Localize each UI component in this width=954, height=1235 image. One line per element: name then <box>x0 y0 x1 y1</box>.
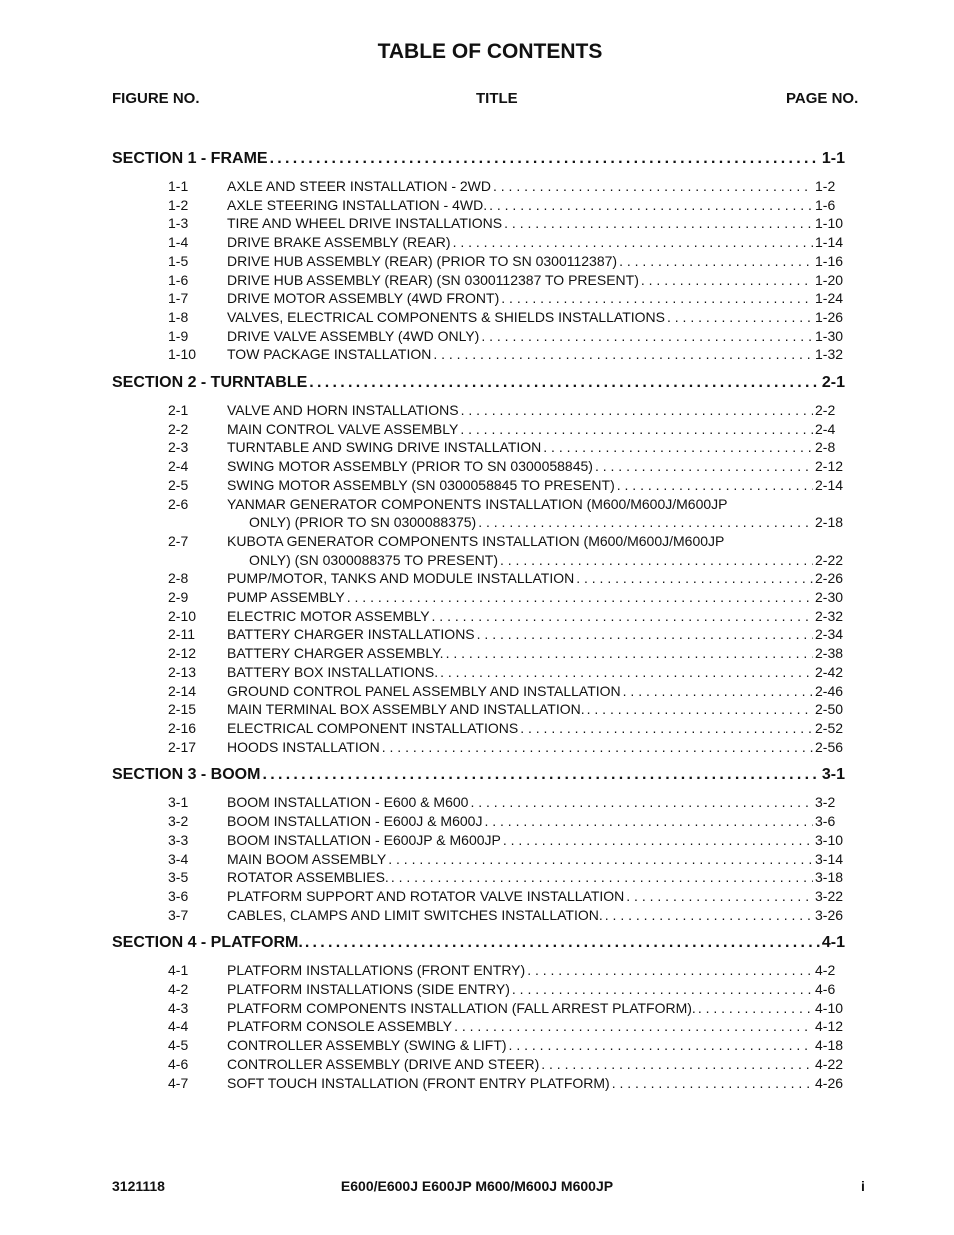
figure-number: 1-5 <box>168 252 189 269</box>
dot-leader <box>460 420 813 439</box>
dot-leader <box>470 793 813 812</box>
toc-entry[interactable] <box>112 438 845 457</box>
entry-page-number: 1-2 <box>815 178 836 194</box>
toc-entry[interactable] <box>112 663 845 682</box>
figure-number: 2-8 <box>168 570 189 587</box>
toc-entry[interactable] <box>112 588 845 607</box>
toc-entry[interactable] <box>112 345 845 364</box>
dot-leader <box>501 289 813 308</box>
toc-entry[interactable] <box>112 719 845 738</box>
dot-leader <box>309 374 820 392</box>
toc-entry[interactable] <box>112 532 845 569</box>
figure-number: 4-4 <box>168 1018 189 1035</box>
toc-entry[interactable] <box>112 401 845 420</box>
toc-entry[interactable] <box>112 700 845 719</box>
dot-leader <box>503 831 813 850</box>
dot-leader <box>484 812 813 831</box>
figure-number: 2-16 <box>168 719 197 736</box>
dot-leader <box>500 551 813 570</box>
figure-number: 2-12 <box>168 645 197 662</box>
figure-number: 2-6 <box>168 495 189 512</box>
entry-title: PUMP ASSEMBLY <box>227 589 345 606</box>
toc-section <box>112 150 845 364</box>
entry-title: PLATFORM SUPPORT AND ROTATOR VALVE INSTALLATION <box>227 887 625 904</box>
figure-number: 2-4 <box>168 458 189 475</box>
toc-entry[interactable] <box>112 850 845 869</box>
dot-leader <box>347 588 813 607</box>
entry-page-number: 2-12 <box>815 458 844 475</box>
figure-number: 1-1 <box>168 178 189 194</box>
toc-entry[interactable] <box>112 289 845 308</box>
footer-model-list: E600/E600J E600JP M600/M600J M600JP <box>340 1178 614 1194</box>
toc-section <box>112 934 845 1092</box>
entry-page-number: 3-6 <box>815 813 836 830</box>
footer-page-number: i <box>861 1178 865 1194</box>
figure-number: 2-17 <box>168 738 197 755</box>
entry-page-number: 2-52 <box>815 719 844 736</box>
entry-title: BOOM INSTALLATION - E600 & M600 <box>227 794 469 811</box>
section-title: SECTION 4 - PLATFORM. <box>112 934 303 952</box>
entry-title: CONTROLLER ASSEMBLY (DRIVE AND STEER) <box>227 1055 540 1072</box>
toc-entry[interactable] <box>112 738 845 757</box>
toc-entry[interactable] <box>112 644 845 663</box>
entry-page-number: 2-8 <box>815 439 836 456</box>
dot-leader <box>626 887 813 906</box>
entry-page-number: 2-2 <box>815 402 836 419</box>
figure-number: 3-4 <box>168 850 189 867</box>
entry-page-number: 1-24 <box>815 290 844 307</box>
entry-page-number: 3-22 <box>815 887 844 904</box>
entry-page-number: 2-22 <box>815 551 844 568</box>
column-header-page: PAGE NO. <box>786 90 859 107</box>
entry-page-number: 2-30 <box>815 589 844 606</box>
entry-page-number: 4-10 <box>815 999 844 1016</box>
dot-leader <box>270 150 820 168</box>
dot-leader <box>576 569 813 588</box>
entry-title: VALVES, ELECTRICAL COMPONENTS & SHIELDS INSTALLATIONS <box>227 308 665 325</box>
figure-number: 1-2 <box>168 196 189 213</box>
toc-entry[interactable] <box>112 793 845 812</box>
page-title: TABLE OF CONTENTS <box>377 40 603 63</box>
entry-page-number: 1-32 <box>815 346 844 363</box>
entry-page-number: 2-34 <box>815 626 844 643</box>
toc-entry[interactable] <box>112 961 845 980</box>
dot-leader <box>391 868 813 887</box>
figure-number: 1-8 <box>168 308 189 325</box>
entry-page-number: 1-16 <box>815 252 844 269</box>
toc-entry[interactable] <box>112 327 845 346</box>
dot-leader <box>612 1074 813 1093</box>
dot-leader <box>623 682 813 701</box>
toc-entry[interactable] <box>112 906 845 925</box>
entry-page-number: 4-2 <box>815 962 836 979</box>
entry-page-number: 1-20 <box>815 271 844 288</box>
figure-number: 2-14 <box>168 682 197 699</box>
dot-leader <box>595 457 813 476</box>
entry-title: SWING MOTOR ASSEMBLY (PRIOR TO SN 0300058845) <box>227 458 593 475</box>
toc-entry[interactable] <box>112 457 845 476</box>
entry-title: YANMAR GENERATOR COMPONENTS INSTALLATION (M600/M600J/M600JP <box>227 495 728 512</box>
entry-page-number: 4-26 <box>815 1074 844 1091</box>
entry-page-number: 3-14 <box>815 850 844 867</box>
section-title: SECTION 1 - FRAME <box>112 150 268 167</box>
dot-leader <box>478 513 813 532</box>
entry-title: DRIVE BRAKE ASSEMBLY (REAR) <box>227 234 451 251</box>
dot-leader <box>619 252 813 271</box>
dot-leader <box>432 607 813 626</box>
toc-entry[interactable] <box>112 831 845 850</box>
entry-page-number: 2-14 <box>815 476 844 493</box>
entry-title: DRIVE VALVE ASSEMBLY (4WD ONLY) <box>227 327 480 344</box>
dot-leader <box>461 401 813 420</box>
figure-number: 4-5 <box>168 1037 189 1054</box>
entry-page-number: 2-42 <box>815 663 844 680</box>
toc-entry[interactable] <box>112 569 845 588</box>
toc-entry[interactable] <box>112 1055 845 1074</box>
figure-number: 2-2 <box>168 420 189 437</box>
toc-entry[interactable] <box>112 252 845 271</box>
entry-title: MAIN CONTROL VALVE ASSEMBLY <box>227 420 459 437</box>
section-page-number: 3-1 <box>821 766 845 784</box>
figure-number: 4-3 <box>168 999 189 1016</box>
entry-title: BATTERY CHARGER INSTALLATIONS <box>227 626 475 643</box>
toc-entry[interactable] <box>112 1074 845 1093</box>
dot-leader <box>527 961 813 980</box>
figure-number: 4-7 <box>168 1074 189 1091</box>
dot-leader <box>667 308 813 327</box>
entry-page-number: 4-12 <box>815 1018 844 1035</box>
entry-page-number: 2-46 <box>815 682 844 699</box>
entry-page-number: 1-10 <box>815 215 844 232</box>
entry-title: SWING MOTOR ASSEMBLY (SN 0300058845 TO PRESENT) <box>227 476 615 493</box>
figure-number: 2-15 <box>168 701 197 718</box>
figure-number: 3-7 <box>168 906 189 923</box>
figure-number: 4-2 <box>168 981 189 998</box>
figure-number: 2-13 <box>168 663 197 680</box>
entry-page-number: 2-4 <box>815 420 836 437</box>
dot-leader <box>504 214 813 233</box>
entry-page-number: 2-26 <box>815 570 844 587</box>
entry-title: TOW PACKAGE INSTALLATION <box>227 346 432 363</box>
entry-title: BOOM INSTALLATION - E600J & M600J <box>227 813 483 830</box>
dot-leader <box>605 906 813 925</box>
dot-leader <box>587 700 813 719</box>
dot-leader <box>382 738 813 757</box>
entry-page-number: 1-14 <box>815 234 844 251</box>
section-heading[interactable] <box>112 374 845 398</box>
entry-title: SOFT TOUCH INSTALLATION (FRONT ENTRY PLATFORM) <box>227 1074 610 1091</box>
entry-title: CABLES, CLAMPS AND LIMIT SWITCHES INSTALLATION. <box>227 906 603 923</box>
entry-title: GROUND CONTROL PANEL ASSEMBLY AND INSTALLATION <box>227 682 621 699</box>
entry-title: AXLE STEERING INSTALLATION - 4WD. <box>227 196 488 213</box>
entry-page-number: 2-38 <box>815 645 844 662</box>
entry-page-number: 1-26 <box>815 308 844 325</box>
entry-page-number: 3-2 <box>815 794 836 811</box>
dot-leader <box>617 476 813 495</box>
toc-entry[interactable] <box>112 1017 845 1036</box>
toc-entry[interactable] <box>112 214 845 233</box>
figure-number: 2-7 <box>168 532 189 549</box>
entry-page-number: 1-30 <box>815 327 844 344</box>
toc-section <box>112 374 845 756</box>
dot-leader <box>262 766 819 784</box>
column-header-figure: FIGURE NO. <box>112 90 200 107</box>
toc-entry[interactable] <box>112 980 845 999</box>
toc-entry[interactable] <box>112 233 845 252</box>
entry-page-number: 3-18 <box>815 869 844 886</box>
entry-title: ONLY) (SN 0300088375 TO PRESENT) <box>249 551 498 568</box>
section-heading[interactable] <box>112 150 845 174</box>
section-heading[interactable] <box>112 934 845 958</box>
figure-number: 3-3 <box>168 831 189 848</box>
dot-leader <box>388 850 813 869</box>
dot-leader <box>454 1017 813 1036</box>
entry-title: AXLE AND STEER INSTALLATION - 2WD <box>227 178 491 194</box>
entry-title: VALVE AND HORN INSTALLATIONS <box>227 402 459 419</box>
dot-leader <box>433 345 813 364</box>
figure-number: 2-1 <box>168 402 189 419</box>
toc-entry[interactable] <box>112 177 845 196</box>
figure-number: 2-11 <box>168 626 195 643</box>
entry-title: TURNTABLE AND SWING DRIVE INSTALLATION <box>227 439 542 456</box>
dot-leader <box>489 196 813 215</box>
entry-title: KUBOTA GENERATOR COMPONENTS INSTALLATION (M600/M600J/M600JP <box>227 532 725 549</box>
entry-title: ONLY) (PRIOR TO SN 0300088375) <box>249 514 477 531</box>
figure-number: 3-2 <box>168 813 189 830</box>
entry-page-number: 2-56 <box>815 738 844 755</box>
dot-leader <box>305 934 820 952</box>
figure-number: 1-3 <box>168 215 189 232</box>
dot-leader <box>698 999 813 1018</box>
toc-entry[interactable] <box>112 607 845 626</box>
figure-number: 4-1 <box>168 962 189 979</box>
dot-leader <box>520 719 813 738</box>
entry-title: HOODS INSTALLATION <box>227 738 380 755</box>
toc-entry[interactable] <box>112 682 845 701</box>
entry-page-number: 4-6 <box>815 981 836 998</box>
dot-leader <box>440 663 813 682</box>
toc-entry[interactable] <box>112 476 845 495</box>
entry-page-number: 4-22 <box>815 1055 844 1072</box>
figure-number: 2-5 <box>168 476 189 493</box>
figure-number: 1-6 <box>168 271 189 288</box>
dot-leader <box>509 1036 813 1055</box>
section-title: SECTION 3 - BOOM <box>112 766 261 784</box>
figure-number: 1-10 <box>168 346 197 363</box>
figure-number: 2-3 <box>168 439 189 456</box>
footer-doc-number: 3121118 <box>112 1178 165 1194</box>
toc-entry[interactable] <box>112 495 845 532</box>
dot-leader <box>512 980 813 999</box>
toc-entry[interactable] <box>112 625 845 644</box>
figure-number: 3-1 <box>168 794 189 811</box>
toc-entry[interactable] <box>112 812 845 831</box>
toc-entry[interactable] <box>112 868 845 887</box>
section-page-number: 2-1 <box>821 374 845 392</box>
dot-leader <box>493 177 813 196</box>
entry-title: TIRE AND WHEEL DRIVE INSTALLATIONS <box>227 215 503 232</box>
dot-leader <box>477 625 813 644</box>
dot-leader <box>453 233 813 252</box>
entry-title: PLATFORM COMPONENTS INSTALLATION (FALL ARREST PLATFORM). <box>227 999 696 1016</box>
entry-title: PLATFORM INSTALLATIONS (FRONT ENTRY) <box>227 962 526 979</box>
entry-title: ELECTRICAL COMPONENT INSTALLATIONS <box>227 719 519 736</box>
entry-page-number: 2-50 <box>815 701 844 718</box>
figure-number: 1-4 <box>168 234 189 251</box>
column-header-title: TITLE <box>476 90 518 107</box>
toc-entry[interactable] <box>112 196 845 215</box>
dot-leader <box>543 438 813 457</box>
toc-section <box>112 766 845 924</box>
figure-number: 2-9 <box>168 589 189 606</box>
dot-leader <box>481 327 813 346</box>
table-of-contents <box>112 150 845 1102</box>
entry-title: DRIVE HUB ASSEMBLY (REAR) (PRIOR TO SN 0300112387) <box>227 252 618 269</box>
figure-number: 2-10 <box>168 607 197 624</box>
toc-entry[interactable] <box>112 271 845 290</box>
entry-title: PUMP/MOTOR, TANKS AND MODULE INSTALLATION <box>227 570 575 587</box>
figure-number: 1-9 <box>168 327 189 344</box>
entry-title: BATTERY BOX INSTALLATIONS. <box>227 663 439 680</box>
entry-title: MAIN TERMINAL BOX ASSEMBLY AND INSTALLATION. <box>227 701 585 718</box>
dot-leader <box>541 1055 813 1074</box>
entry-title: ELECTRIC MOTOR ASSEMBLY <box>227 607 430 624</box>
entry-title: PLATFORM CONSOLE ASSEMBLY <box>227 1018 453 1035</box>
toc-entry[interactable] <box>112 308 845 327</box>
entry-title: BOOM INSTALLATION - E600JP & M600JP <box>227 831 501 848</box>
toc-entry[interactable] <box>112 999 845 1018</box>
entry-page-number: 4-18 <box>815 1037 844 1054</box>
toc-entry[interactable] <box>112 1036 845 1055</box>
entry-title: PLATFORM INSTALLATIONS (SIDE ENTRY) <box>227 981 510 998</box>
figure-number: 1-7 <box>168 290 189 307</box>
entry-title: CONTROLLER ASSEMBLY (SWING & LIFT) <box>227 1037 507 1054</box>
entry-title: MAIN BOOM ASSEMBLY <box>227 850 387 867</box>
entry-page-number: 2-18 <box>815 514 844 531</box>
section-heading[interactable] <box>112 766 845 790</box>
section-title: SECTION 2 - TURNTABLE <box>112 374 308 392</box>
toc-entry[interactable] <box>112 887 845 906</box>
entry-title: BATTERY CHARGER ASSEMBLY. <box>227 645 444 662</box>
figure-number: 3-6 <box>168 887 189 904</box>
entry-title: DRIVE HUB ASSEMBLY (REAR) (SN 0300112387 TO PRESENT) <box>227 271 639 288</box>
toc-entry[interactable] <box>112 420 845 439</box>
entry-title: ROTATOR ASSEMBLIES. <box>227 869 389 886</box>
entry-page-number: 3-10 <box>815 831 844 848</box>
section-page-number: 4-1 <box>821 934 845 952</box>
dot-leader <box>446 644 813 663</box>
figure-number: 4-6 <box>168 1055 189 1072</box>
entry-page-number: 1-6 <box>815 196 836 213</box>
entry-page-number: 2-32 <box>815 607 844 624</box>
entry-title: DRIVE MOTOR ASSEMBLY (4WD FRONT) <box>227 290 500 307</box>
dot-leader <box>641 271 813 290</box>
figure-number: 3-5 <box>168 869 189 886</box>
section-page-number: 1-1 <box>821 150 845 167</box>
entry-page-number: 3-26 <box>815 906 844 923</box>
